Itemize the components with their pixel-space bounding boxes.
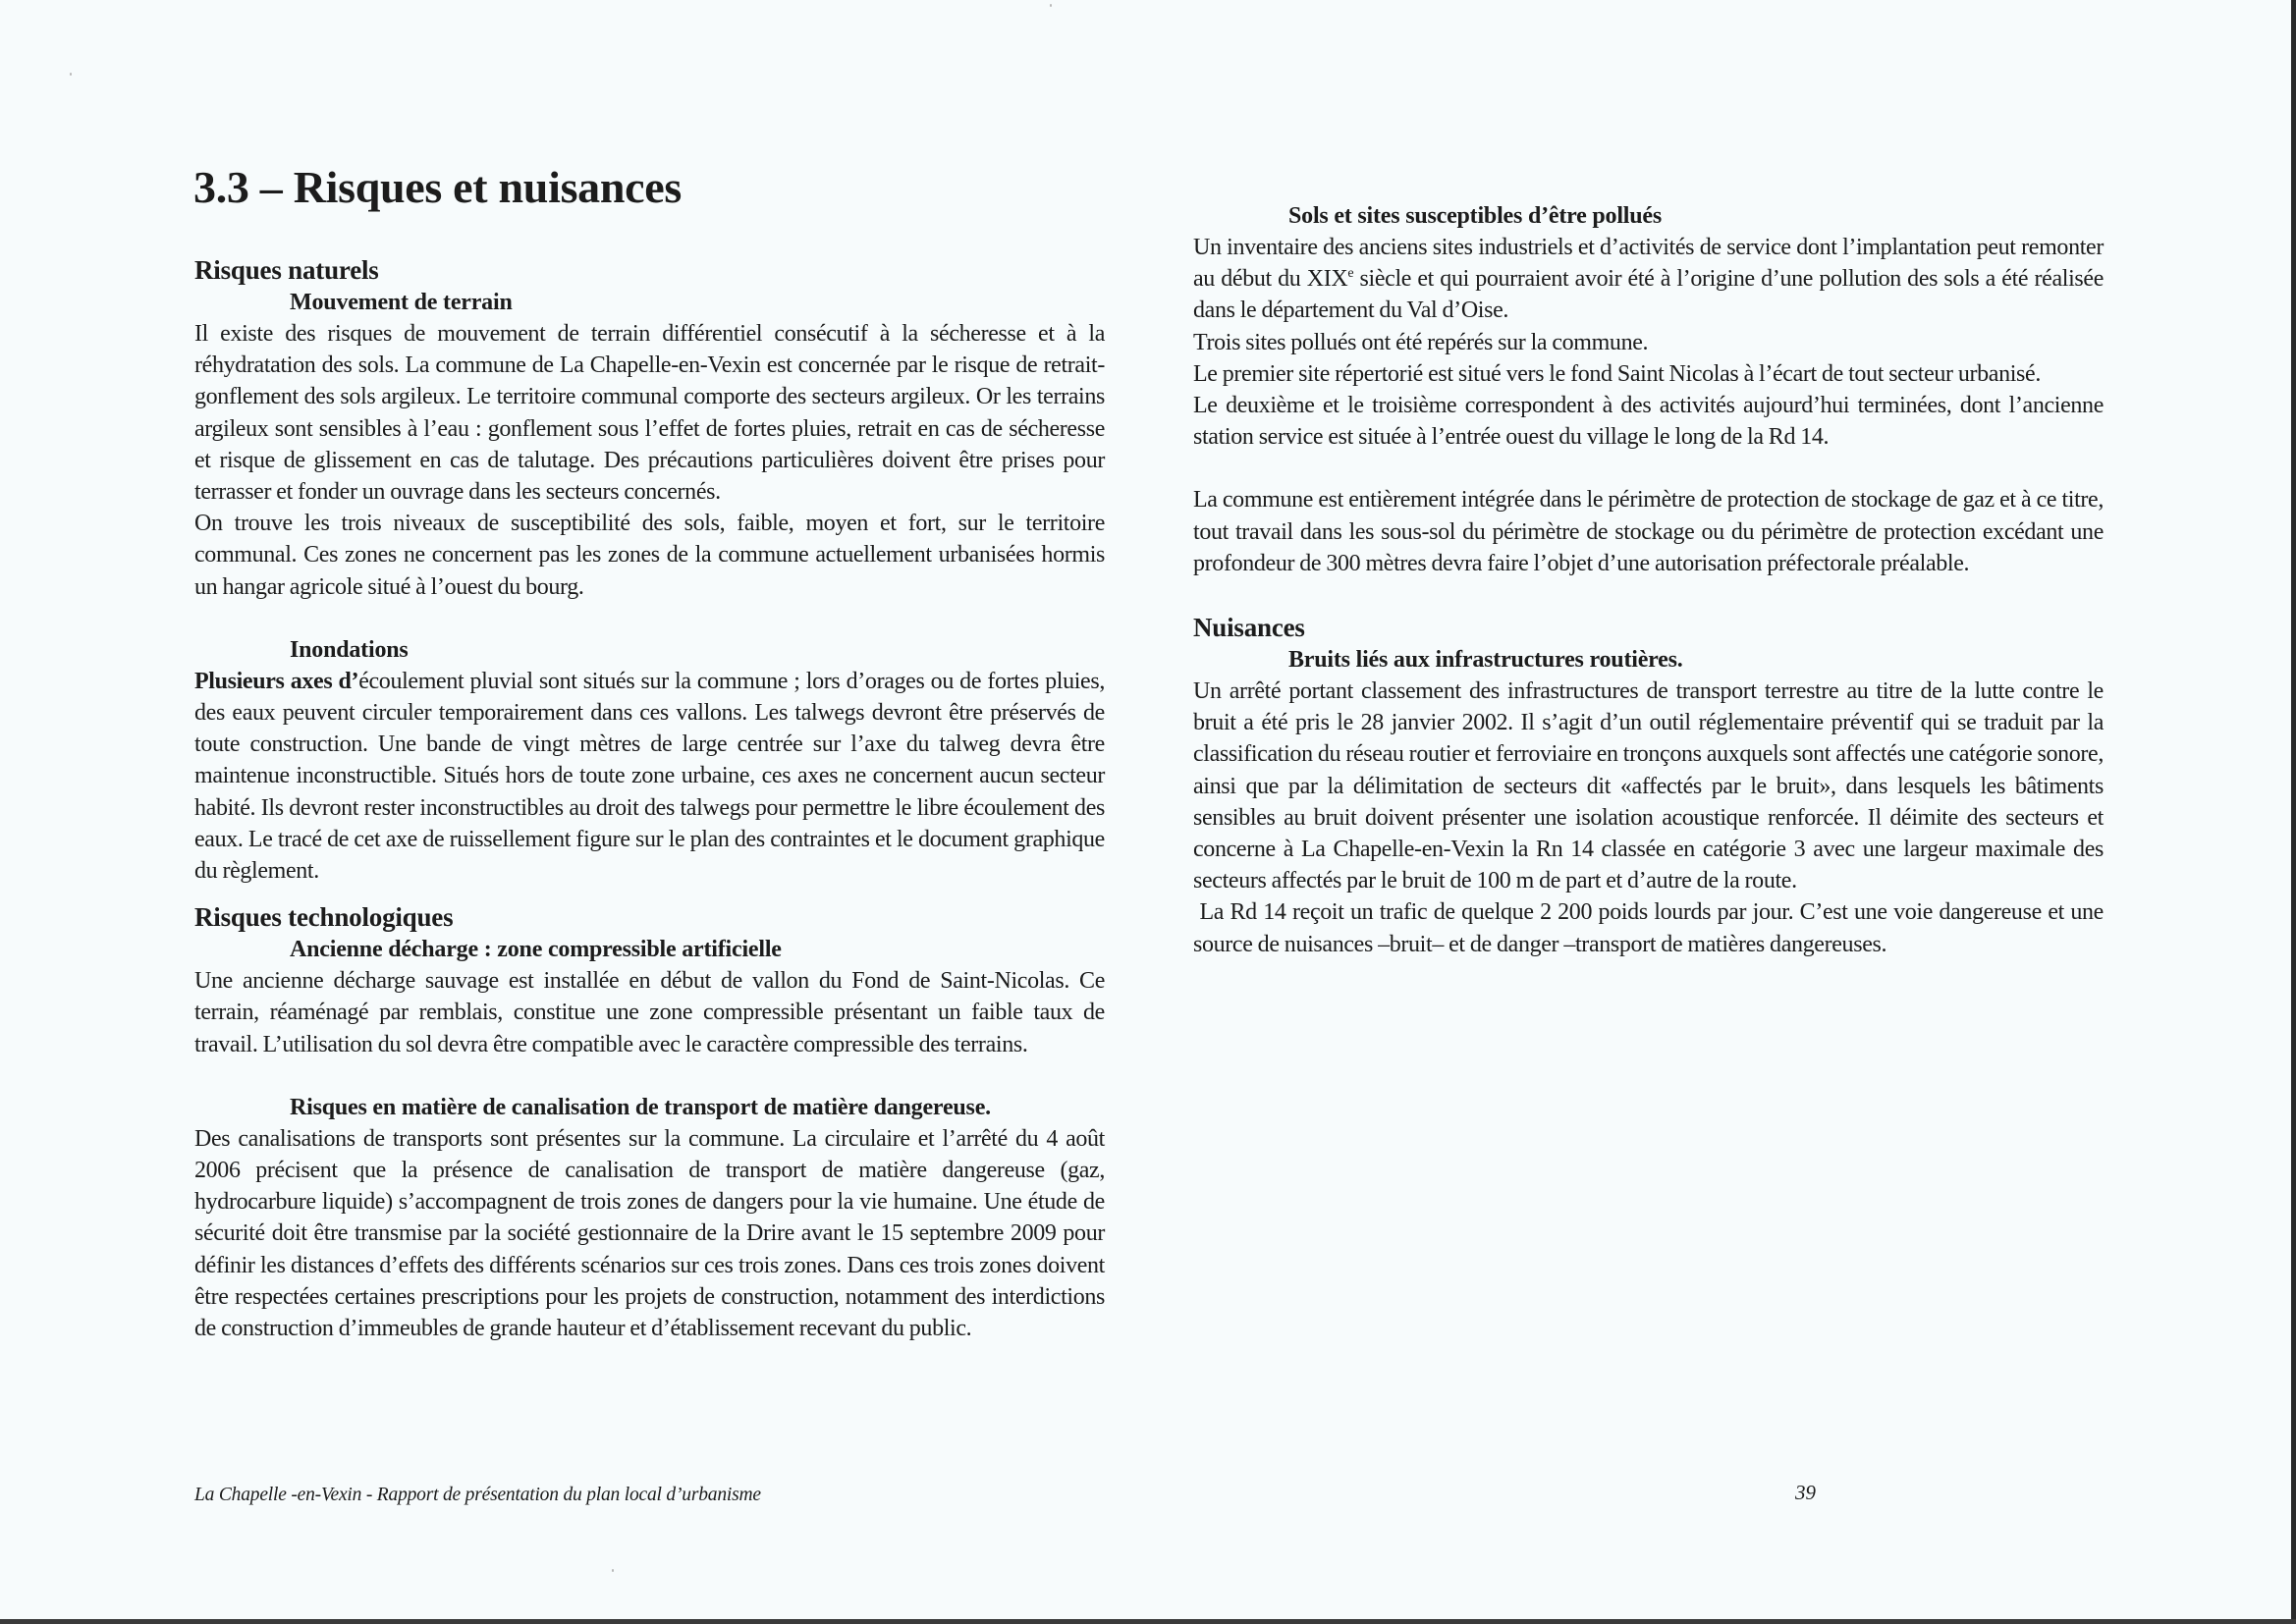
paragraph-sols-4: Le deuxième et le troisième correspondent à des activités aujourd’hui terminées, dont l’ancienne station service est située à l’entrée ouest du village le long de la Rd 14.: [1193, 393, 2104, 451]
heading-inondations: Inondations: [290, 636, 409, 663]
scan-speck: [612, 1569, 614, 1572]
heading-nuisances: Nuisances: [1193, 613, 1305, 643]
heading-ancienne-decharge: Ancienne décharge : zone compressible artificielle: [290, 937, 782, 963]
paragraph-mouvement-1: Il existe des risques de mouvement de terrain différentiel consécutif à la sécheresse et à la réhydratation des sols. La commune de La Chapelle-en-Vexin est concernée par le risque de retrait-gonflement des sols argileux. Le territoire communal comporte des secteurs argileux. Or les terrains argileux sont sensibles à l’eau : gonflement sous l’effet de fortes pluies, retrait en cas de sécheresse et risque de glissement en cas de talutage. Des précautions particulières doivent être prises pour terrasser et fonder un ouvrage dans les secteurs concernés.: [194, 321, 1105, 506]
page-title: 3.3 – Risques et nuisances: [193, 162, 682, 212]
scan-edge-right: [2291, 0, 2296, 1624]
paragraph-stockage-gaz: La commune est entièrement intégrée dans le périmètre de protection de stockage de gaz et à ce titre, tout travail dans les sous-sol du périmètre de stockage ou du périmètre de protection excédant une profondeur de 300 mètres devra faire l’objet d’une autorisation préfectorale préalable.: [1193, 487, 2104, 576]
paragraph-lead-bold: Plusieurs axes d’: [194, 668, 359, 694]
section-nuisances: [1193, 611, 2109, 960]
text-run: siècle et qui pourraient avoir été à l’origine d’une pollution des sols a été réalisée dans le département du Val d’Oise.: [1193, 266, 2104, 324]
scan-edge-bottom: [0, 1619, 2296, 1624]
heading-canalisation: Risques en matière de canalisation de transport de matière dangereuse.: [290, 1094, 991, 1120]
paragraph-mouvement-2: On trouve les trois niveaux de susceptibilité des sols, faible, moyen et fort, sur le territoire communal. Ces zones ne concernent pas les zones de la commune actuellement urbanisées hormis un hangar agricole situé à l’ouest du bourg.: [194, 511, 1105, 600]
spacer: [1193, 579, 2104, 611]
paragraph-inondations: [194, 666, 1105, 887]
paragraph-canalisation: Des canalisations de transports sont présentes sur la commune. La circulaire et l’arrêté du 4 août 2006 précisent que la présence de canalisation de transport de matière dangereuse (gaz, hydrocarbure liquide) s’accompagnent de trois zones de dangers pour la vie humaine. Une étude de sécurité doit être transmise par la société gestionnaire de la Drire avant le 15 septembre 2009 pour définir les distances d’effets des différents scénarios sur ces trois zones. Dans ces trois zones doivent être respectées certaines prescriptions pour les projets de construction, notamment des interdictions de construction d’immeubles de grande hauteur et d’établissement recevant du public.: [194, 1125, 1105, 1342]
footer-document-title: La Chapelle -en-Vexin - Rapport de présentation du plan local d’urbanisme: [194, 1485, 761, 1505]
heading-sols-pollues: Sols et sites susceptibles d’être pollués: [1288, 203, 1663, 229]
spacer: [1193, 453, 2104, 484]
section-risques-technologiques: [194, 900, 1105, 1344]
superscript: e: [1347, 266, 1354, 282]
spacer: [194, 603, 1105, 634]
paragraph-bruits-1: Un arrêté portant classement des infrastructures de transport terrestre au titre de la lutte contre le bruit a été pris le 28 janvier 2002. Il s’agit d’un outil réglementaire préventif qui se traduit par la classification du réseau routier et ferroviaire en tronçons auxquels sont affectés une catégorie sonore, ainsi que par la délimitation de secteurs dit «affectés par le bruit», dans lesquels les bâtiments sensibles au bruit doivent présenter une isolation acoustique renforcée. Il déimite des secteurs et concerne à La Chapelle-en-Vexin la Rn 14 classée en catégorie 3 avec une largeur maximale des secteurs affectés par le bruit de 100 m de part et d’autre de la route.: [1193, 678, 2104, 894]
heading-risques-naturels: Risques naturels: [194, 255, 379, 285]
paragraph-ancienne-decharge: Une ancienne décharge sauvage est installée en début de vallon du Fond de Saint-Nicolas. Ce terrain, réaménagé par remblais, constitue une zone compressible présentant un faible taux de travail. L’utilisation du sol devra être compatible avec le caractère compressible des terrains.: [194, 968, 1105, 1057]
paragraph-sols-3: Le premier site répertorié est situé vers le fond Saint Nicolas à l’écart de tout secteur urbanisé.: [1193, 360, 2041, 387]
paragraph-sols-2: Trois sites pollués ont été repérés sur la commune.: [1193, 329, 1649, 355]
section-sols-pollues: [1193, 200, 2104, 579]
spacer: [194, 1060, 1105, 1092]
text-run: Un inventaire des anciens sites industriels et d’activités de service dont l’implantation peut remonter au début du XIX: [1193, 235, 2104, 293]
scan-speck: [1050, 4, 1052, 7]
heading-risques-technologiques: Risques technologiques: [194, 902, 454, 933]
paragraph-inondations-text: écoulement pluvial sont situés sur la commune ; lors d’orages ou de fortes pluies, des eaux peuvent circuler temporairement dans ces vallons. Les talwegs devront être préservés de toute construction. Une bande de vingt mètres de large centrée sur l’axe du talweg devra être maintenue inconstructible. Situés hors de toute zone urbaine, ces axes ne concernent aucun secteur habité. Ils devront rester inconstructibles au droit des talwegs pour permettre le libre écoulement des eaux. Le tracé de cet axe de ruissellement figure sur le plan des contraintes et le document graphique du règlement.: [194, 668, 1105, 885]
heading-mouvement-de-terrain: Mouvement de terrain: [290, 290, 513, 315]
spacer: [194, 887, 1105, 900]
heading-bruits: Bruits liés aux infrastructures routières.: [1288, 647, 1683, 674]
paragraph-bruits-2: La Rd 14 reçoit un trafic de quelque 2 200 poids lourds par jour. C’est une voie dangereuse et une source de nuisances –bruit– et de danger –transport de matières dangereuses.: [1193, 899, 2109, 957]
page-number: 39: [1795, 1481, 1816, 1504]
paragraph-sols-1: [1193, 232, 2104, 327]
scan-speck: [70, 73, 72, 76]
section-risques-naturels: [194, 253, 1105, 887]
left-column: [194, 253, 1105, 1344]
right-column: [1193, 200, 2109, 960]
